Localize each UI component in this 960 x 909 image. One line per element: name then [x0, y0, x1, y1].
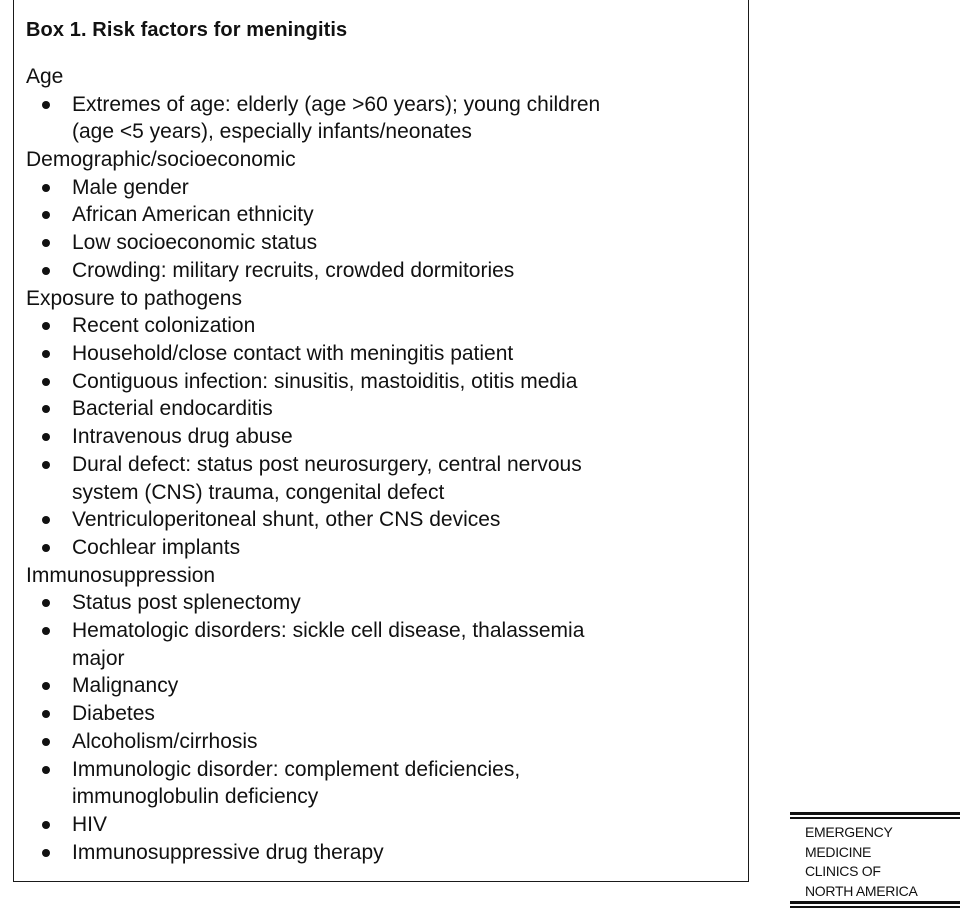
- risk-factor-item: [26, 451, 726, 506]
- risk-factor-text: Dural defect: status post neurosurgery, central nervous: [72, 452, 582, 476]
- section-heading: Demographic/socioeconomic: [26, 148, 296, 172]
- bullet-icon: [42, 627, 50, 635]
- risk-factor-text: Ventriculoperitoneal shunt, other CNS devices: [72, 508, 501, 532]
- risk-factor-item: [26, 368, 726, 396]
- risk-factor-item: [26, 811, 726, 839]
- risk-factor-item: [26, 534, 726, 562]
- risk-factor-text: Household/close contact with meningitis patient: [72, 341, 514, 365]
- risk-factor-text: major: [72, 646, 125, 670]
- bullet-icon: [42, 211, 50, 219]
- risk-factor-text: Male gender: [72, 175, 189, 199]
- risk-factor-item: [26, 340, 726, 368]
- risk-factor-text: Crowding: military recruits, crowded dormitories: [72, 258, 515, 282]
- risk-factor-text: Bacterial endocarditis: [72, 397, 273, 421]
- bullet-icon: [42, 738, 50, 746]
- risk-factor-text: Hematologic disorders: sickle cell disease, thalassemia: [72, 619, 585, 642]
- bullet-icon: [42, 710, 50, 718]
- risk-factors-box: [13, 0, 749, 882]
- logo-rule: [790, 817, 960, 819]
- bullet-icon: [42, 239, 50, 247]
- risk-factor-item: [26, 839, 726, 867]
- logo-rule: [790, 901, 960, 904]
- section-heading: Exposure to pathogens: [26, 286, 242, 310]
- bullet-icon: [42, 405, 50, 413]
- risk-factor-text: Intravenous drug abuse: [72, 425, 293, 449]
- bullet-icon: [42, 544, 50, 552]
- risk-factor-item: [26, 617, 726, 672]
- risk-factor-item: [26, 756, 726, 811]
- risk-factor-text: immunoglobulin deficiency: [72, 785, 319, 809]
- bullet-icon: [42, 322, 50, 330]
- risk-factor-item: [26, 423, 726, 451]
- bullet-icon: [42, 516, 50, 524]
- box-title: Box 1. Risk factors for meningitis: [26, 19, 348, 41]
- risk-factor-item: [26, 91, 726, 146]
- bullet-icon: [42, 849, 50, 857]
- risk-factor-text: Alcoholism/cirrhosis: [72, 729, 258, 753]
- journal-logo: [790, 812, 960, 908]
- bullet-icon: [42, 433, 50, 441]
- risk-factor-item: [26, 672, 726, 700]
- bullet-icon: [42, 184, 50, 192]
- risk-factor-item: [26, 589, 726, 617]
- bullet-icon: [42, 461, 50, 469]
- risk-factor-item: [26, 395, 726, 423]
- risk-factor-item: [26, 728, 726, 756]
- bullet-icon: [42, 766, 50, 774]
- logo-rule: [790, 906, 960, 908]
- risk-factor-text: Cochlear implants: [72, 535, 241, 559]
- risk-factor-item: [26, 229, 726, 257]
- bullet-icon: [42, 267, 50, 275]
- risk-factor-text: Immunologic disorder: complement deficiencies,: [72, 757, 521, 781]
- risk-factor-text: Recent colonization: [72, 314, 256, 338]
- risk-factor-text: HIV: [72, 812, 108, 836]
- risk-factor-list: [26, 63, 726, 866]
- bullet-icon: [42, 599, 50, 607]
- risk-factor-text: system (CNS) trauma, congenital defect: [72, 480, 445, 504]
- risk-factor-text: African American ethnicity: [72, 203, 314, 227]
- risk-factor-text: Diabetes: [72, 702, 155, 726]
- journal-name: [805, 823, 918, 901]
- risk-factor-item: [26, 506, 726, 534]
- bullet-icon: [42, 378, 50, 386]
- risk-factor-item: [26, 174, 726, 202]
- journal-name-line: CLINICS OF: [805, 863, 881, 879]
- risk-factor-text: Contiguous infection: sinusitis, mastoiditis, otitis media: [72, 369, 578, 393]
- journal-name-line: MEDICINE: [805, 843, 872, 860]
- section-heading: Age: [26, 65, 64, 88]
- risk-factor-text: Immunosuppressive drug therapy: [72, 840, 384, 864]
- risk-factor-item: [26, 700, 726, 728]
- risk-factor-item: [26, 312, 726, 340]
- logo-rule: [790, 812, 960, 815]
- bullet-icon: [42, 101, 50, 109]
- risk-factor-item: [26, 201, 726, 229]
- journal-name-line: NORTH AMERICA: [805, 882, 918, 899]
- section-heading: Immunosuppression: [26, 563, 216, 587]
- journal-name-line: EMERGENCY: [805, 824, 893, 840]
- risk-factor-item: [26, 257, 726, 285]
- bullet-icon: [42, 821, 50, 829]
- risk-factor-text: Extremes of age: elderly (age >60 years); young children: [72, 92, 601, 116]
- risk-factor-text: Malignancy: [72, 674, 179, 698]
- bullet-icon: [42, 350, 50, 358]
- risk-factor-text: Status post splenectomy: [72, 591, 301, 615]
- bullet-icon: [42, 682, 50, 690]
- risk-factor-text: Low socioeconomic status: [72, 231, 318, 255]
- risk-factor-text: (age <5 years), especially infants/neonates: [72, 120, 472, 144]
